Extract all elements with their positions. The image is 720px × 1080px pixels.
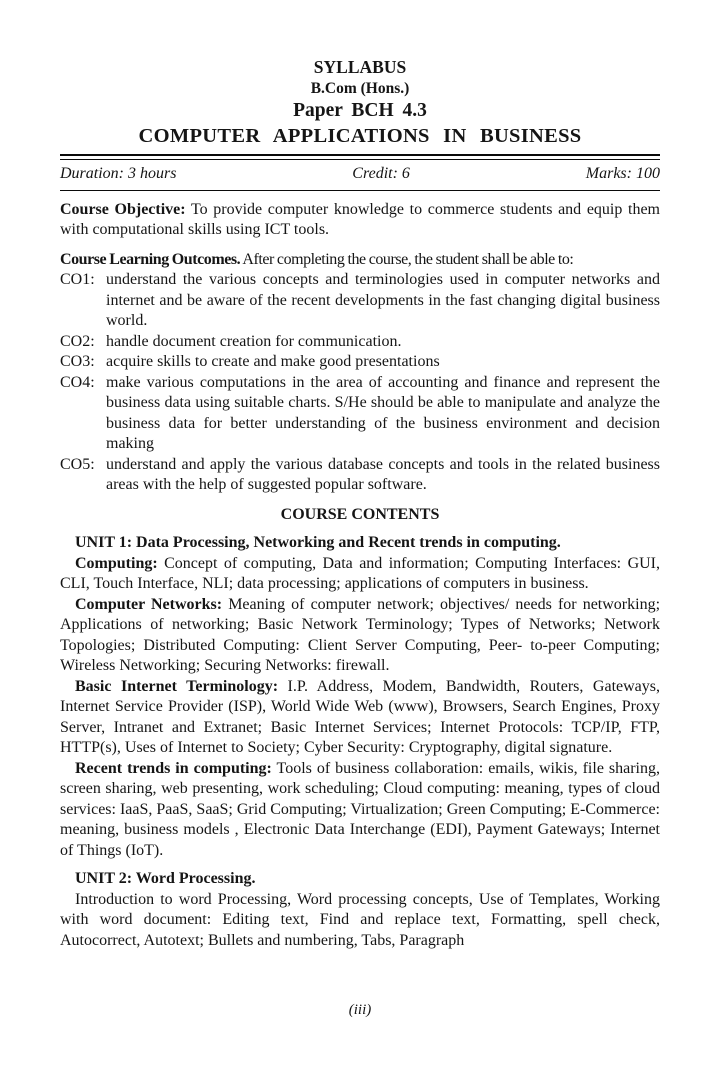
doc-title-program: B.Com (Hons.)	[310, 80, 410, 97]
page-number: (iii)	[348, 1001, 372, 1018]
course-outcomes-intro	[60, 250, 660, 271]
co-item-2	[60, 332, 660, 353]
single-rule	[60, 190, 660, 191]
unit-1-paragraph-trends	[60, 759, 660, 862]
co-item-1	[60, 270, 660, 332]
co-code-3: CO3:	[60, 353, 95, 370]
duration-text: Duration: 3 hours	[60, 165, 177, 182]
co-text-5: understand and apply the various database concepts and tools in the related business areas with the help of suggested popular software.	[106, 455, 660, 493]
co-text-3: acquire skills to create and make good presentations	[106, 353, 440, 370]
unit-1-title: UNIT 1: Data Processing, Networking and Recent trends in computing.	[75, 534, 561, 551]
co-text-2: handle document creation for communication.	[106, 332, 402, 350]
topic-text-internet: I.P. Address, Modem, Bandwidth, Routers, Gateways, Internet Service Provider (ISP), World Wide Web (www), Browsers, Search Engines, Proxy Server, Intranet and Extranet; Basic Internet Services; Internet Protocols: TCP/IP, FTP, HTTP(s), Uses of Internet to Society; Cyber Security: Cryptography, digital signature.	[60, 677, 660, 756]
co-item-5	[60, 455, 660, 496]
unit-1-section	[60, 533, 660, 861]
course-meta-row	[60, 160, 660, 190]
doc-title-syllabus: SYLLABUS	[313, 57, 407, 77]
course-outcomes-intro-text: After completing the course, the student shall be able to:	[240, 250, 574, 268]
co-text-1: understand the various concepts and terminologies used in computer networks and internet and be aware of the recent developments in the fast changing digital business world.	[106, 271, 660, 329]
unit-2-section	[60, 869, 660, 951]
credit-text: Credit: 6	[352, 165, 410, 182]
co-item-3	[60, 352, 660, 373]
topic-label-computing: Computing:	[75, 554, 158, 572]
marks-text: Marks: 100	[585, 165, 660, 182]
course-objective-paragraph	[60, 200, 660, 241]
co-code-1: CO1:	[60, 271, 95, 288]
topic-text-trends: Tools of business collaboration: emails, wikis, file sharing, screen sharing, web presenting, work scheduling; Cloud computing: meaning, types of cloud services: IaaS, PaaS, SaaS; Grid Computing; Virtualization; Green Computing; E-Commerce: meaning, business models , Electronic Data Interchange (EDI), Payment Gateways; Internet of Things (IoT).	[60, 759, 661, 859]
topic-label-trends: Recent trends in computing:	[75, 759, 272, 777]
unit-1-paragraph-networks	[60, 595, 660, 677]
co-code-4: CO4:	[60, 373, 95, 391]
document-header	[60, 56, 660, 149]
topic-label-internet: Basic Internet Terminology:	[75, 677, 279, 695]
co-item-4	[60, 373, 660, 455]
topic-text-word: Introduction to word Processing, Word processing concepts, Use of Templates, Working with word document: Editing text, Find and replace text, Formatting, spell check, Autocorrect, Autotext; Bullets and numbering, Tabs, Paragraph	[60, 890, 660, 949]
unit-2-title: UNIT 2: Word Processing.	[75, 870, 256, 887]
topic-text-computing: Concept of computing, Data and information; Computing Interfaces: GUI, CLI, Touch Interface, NLI; data processing; applications of computers in business.	[60, 554, 660, 592]
unit-1-paragraph-internet	[60, 677, 660, 759]
course-outcomes-list	[60, 270, 660, 496]
course-objective-text: To provide computer knowledge to commerce students and equip them with computational skills using ICT tools.	[60, 200, 660, 238]
topic-text-networks: Meaning of computer network; objectives/ needs for networking; Applications of networking; Basic Network Terminology; Types of Networks; Network Topologies; Distributed Computing: Client Server Computing, Peer- to-peer Computing; Wireless Networking; Securing Networks: firewall.	[60, 595, 661, 674]
doc-title-course: COMPUTER APPLICATIONS IN BUSINESS	[138, 125, 582, 147]
co-text-4: make various computations in the area of accounting and finance and represent the business data using suitable charts. S/He should be able to manipulate and analyze the business data for better understanding of the business environment and decision making	[106, 373, 660, 452]
co-code-5: CO5:	[60, 455, 95, 473]
doc-title-paper: Paper BCH 4.3	[293, 100, 427, 121]
co-code-2: CO2:	[60, 332, 95, 350]
course-contents-heading: COURSE CONTENTS	[280, 505, 440, 523]
course-outcomes-label: Course Learning Outcomes.	[60, 250, 241, 268]
unit-2-paragraph-intro	[60, 890, 660, 952]
topic-label-networks: Computer Networks:	[75, 595, 223, 613]
unit-1-paragraph-computing	[60, 554, 660, 595]
course-objective-label: Course Objective:	[60, 200, 186, 218]
